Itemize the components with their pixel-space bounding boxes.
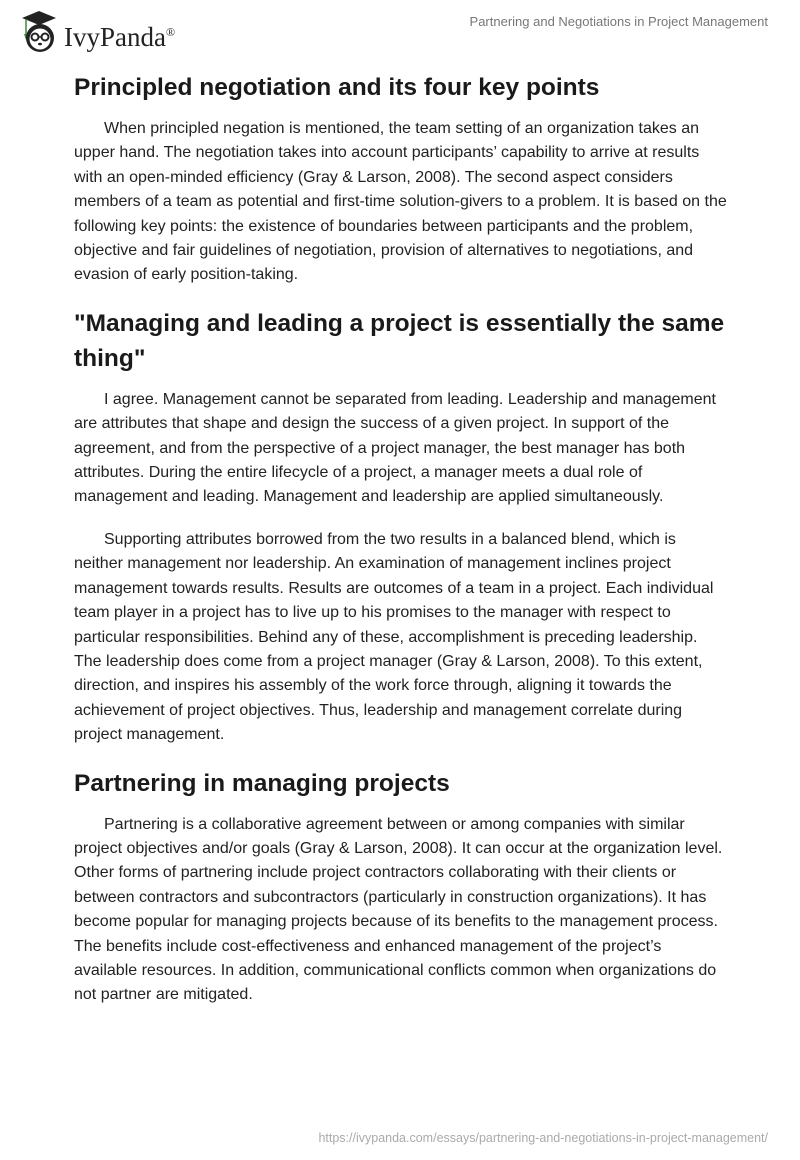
paragraph: When principled negation is mentioned, the team setting of an organization takes an upper hand. The negotiation takes into account participants’ capability to arrive at results with an open-minded efficiency (Gray & Larson, 2008). The second aspect considers members of a team as potential and first-time solution-givers to a problem. It is based on the following key points: the existence of boundaries between participants and the problem, objective and fair guidelines of negotiation, provision of alternatives to negotiations, and evasion of early position-taking. xyxy=(74,120,727,284)
panda-graduate-icon xyxy=(20,8,58,54)
source-url[interactable]: https://ivypanda.com/essays/partnering-and-negotiations-in-project-management/ xyxy=(318,1131,768,1145)
section-heading: Partnering in managing projects xyxy=(74,769,450,797)
section-heading: "Managing and leading a project is essentially the same thing" xyxy=(74,309,725,372)
ivypanda-logo[interactable] xyxy=(20,8,175,54)
paragraph: Partnering is a collaborative agreement between or among companies with similar project objectives and/or goals (Gray & Larson, 2008). It can occur at the organization level. Other forms of partnering include project contractors collaborating with their clients or between contractors and subcontractors (particularly in construction organizations). It has become popular for managing projects because of its benefits to the management process. The benefits include cost-effectiveness and enhanced management of the project’s available resources. In addition, communicational conflicts common when organizations do not partner are mitigated. xyxy=(74,815,723,1004)
article-body xyxy=(74,70,728,1026)
document-title: Partnering and Negotiations in Project Management xyxy=(469,14,768,29)
paragraph: I agree. Management cannot be separated from leading. Leadership and management are attributes that shape and design the success of a given project. In support of the agreement, and from the perspective of a project manager, the best manager has both attributes. During the entire lifecycle of a project, a manager meets a dual role of management and leading. Management and leadership are applied simultaneously. xyxy=(74,390,716,506)
paragraph: Supporting attributes borrowed from the two results in a balanced blend, which is neither management nor leadership. An examination of management inclines project management towards results. Results are outcomes of a team in a project. Each individual team player in a project has to live up to his promises to the manager with respect to particular responsibilities. Behind any of these, accomplishment is preceding leadership. The leadership does come from a project manager (Gray & Larson, 2008). To this extent, direction, and inspires his assembly of the work force through, aligning it towards the achievement of project objectives. Thus, leadership and management correlate during project management. xyxy=(74,530,714,744)
brand-name: IvyPanda® xyxy=(64,21,176,52)
section-heading: Principled negotiation and its four key points xyxy=(74,74,600,101)
